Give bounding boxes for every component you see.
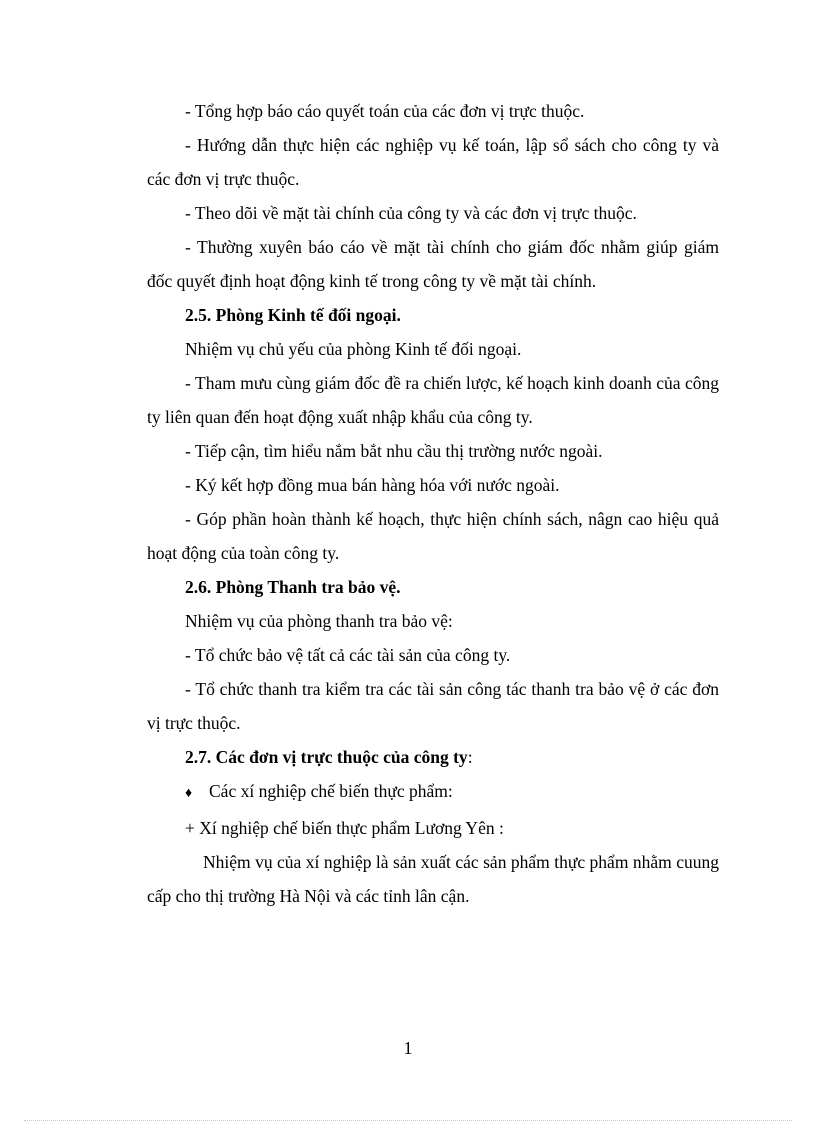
- paragraph-14: Nhiệm vụ của xí nghiệp là sản xuất các sản phẩm thực phẩm nhằm cuung cấp cho thị trường Hà Nội và các tỉnh lân cận.: [147, 852, 719, 906]
- paragraph-5: Nhiệm vụ chủ yếu của phòng Kinh tế đối ngoại.: [185, 339, 522, 359]
- paragraph-8: - Ký kết hợp đồng mua bán hàng hóa với nước ngoài.: [185, 475, 560, 495]
- diamond-bullet-icon: ♦: [185, 786, 193, 801]
- paragraph-7: - Tiếp cận, tìm hiểu nắm bắt nhu cầu thị trường nước ngoài.: [185, 441, 603, 461]
- page-body: [147, 94, 719, 913]
- bullet-item: [147, 774, 719, 811]
- paragraph-2: - Hướng dẫn thực hiện các nghiệp vụ kế toán, lập sổ sách cho công ty và các đơn vị trực thuộc.: [147, 135, 719, 189]
- section-heading-2-6: 2.6. Phòng Thanh tra bảo vệ.: [185, 577, 401, 597]
- paragraph-11: - Tổ chức bảo vệ tất cả các tài sản của công ty.: [185, 645, 511, 665]
- page-number: 1: [403, 1038, 413, 1058]
- section-heading-2-7-text: 2.7. Các đơn vị trực thuộc của công ty: [185, 747, 468, 767]
- paragraph-1: - Tổng hợp báo cáo quyết toán của các đơn vị trực thuộc.: [185, 101, 585, 121]
- paragraph-10: Nhiệm vụ của phòng thanh tra bảo vệ:: [185, 611, 453, 631]
- page-bottom-divider: [24, 1120, 792, 1121]
- paragraph-4: - Thường xuyên báo cáo về mặt tài chính cho giám đốc nhằm giúp giám đốc quyết định hoạt động kinh tế trong công ty về mặt tài chính.: [147, 237, 719, 291]
- paragraph-12: - Tổ chức thanh tra kiểm tra các tài sản công tác thanh tra bảo vệ ở các đơn vị trực thuộc.: [147, 679, 719, 733]
- paragraph-6: - Tham mưu cùng giám đốc đề ra chiến lược, kế hoạch kinh doanh của công ty liên quan đến hoạt động xuất nhập khẩu của công ty.: [147, 373, 719, 427]
- section-heading-2-5: 2.5. Phòng Kinh tế đối ngoại.: [185, 305, 401, 325]
- section-heading-2-7: [147, 740, 719, 774]
- paragraph-3: - Theo dõi về mặt tài chính của công ty và các đơn vị trực thuộc.: [185, 203, 637, 223]
- section-heading-2-7-colon: :: [467, 747, 473, 767]
- bullet-item-text: Các xí nghiệp chế biến thực phẩm:: [209, 781, 453, 801]
- paragraph-9: - Góp phần hoàn thành kế hoạch, thực hiện chính sách, nâgn cao hiệu quả hoạt động của toàn công ty.: [147, 509, 719, 563]
- paragraph-13: + Xí nghiệp chế biến thực phẩm Lương Yên :: [185, 818, 504, 838]
